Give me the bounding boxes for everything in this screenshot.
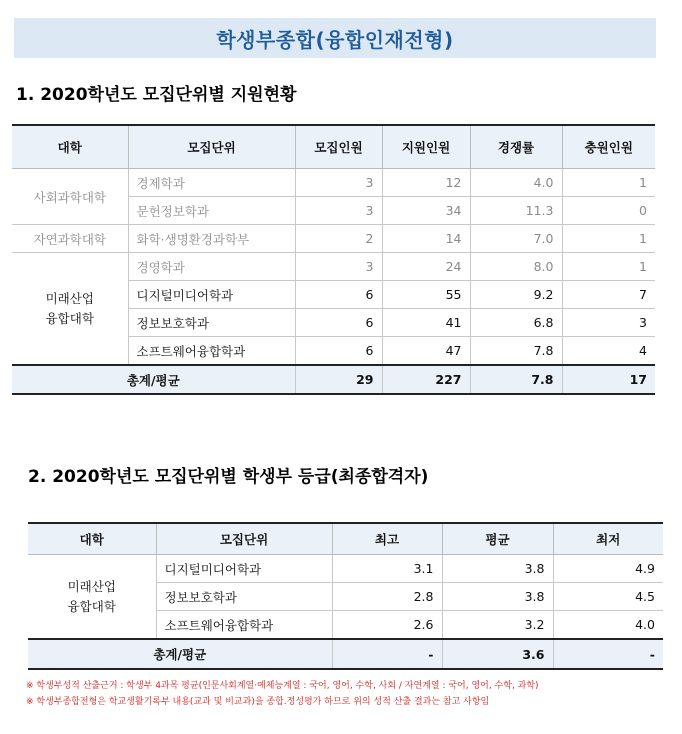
total-extra: 17 [562, 365, 655, 394]
quota-cell: 6 [295, 309, 382, 337]
extra-cell: 1 [562, 169, 655, 197]
applicants-cell: 24 [382, 253, 470, 281]
quota-cell: 6 [295, 337, 382, 366]
applicants-cell: 12 [382, 169, 470, 197]
ratio-cell: 7.8 [470, 337, 562, 366]
college-cell: 미래산업 융합대학 [28, 555, 156, 640]
unit-cell: 문헌정보학과 [128, 197, 295, 225]
college-cell: 미래산업 융합대학 [12, 253, 128, 366]
extra-cell: 0 [562, 197, 655, 225]
total-label: 총계/평균 [28, 639, 332, 669]
avg-cell: 3.8 [442, 555, 553, 583]
applicants-cell: 34 [382, 197, 470, 225]
extra-cell: 3 [562, 309, 655, 337]
table-row [12, 169, 655, 197]
total-applicants: 227 [382, 365, 470, 394]
header-min: 최저 [553, 523, 663, 555]
section1-heading: 1. 2020학년도 모집단위별 지원현황 [16, 85, 297, 105]
total-ratio: 7.8 [470, 365, 562, 394]
title-banner [14, 18, 656, 58]
total-min: - [553, 639, 663, 669]
total-row [28, 639, 663, 669]
header-extra: 충원인원 [562, 125, 655, 169]
applicant-status-table [12, 124, 655, 395]
header-college: 대학 [28, 523, 156, 555]
quota-cell: 3 [295, 197, 382, 225]
quota-cell: 2 [295, 225, 382, 253]
max-cell: 2.8 [332, 583, 442, 611]
quota-cell: 3 [295, 169, 382, 197]
table-row [12, 225, 655, 253]
applicants-cell: 14 [382, 225, 470, 253]
ratio-cell: 9.2 [470, 281, 562, 309]
grade-table [28, 522, 663, 670]
avg-cell: 3.2 [442, 611, 553, 640]
min-cell: 4.5 [553, 583, 663, 611]
unit-cell: 정보보호학과 [156, 583, 332, 611]
ratio-cell: 11.3 [470, 197, 562, 225]
ratio-cell: 7.0 [470, 225, 562, 253]
header-ratio: 경쟁률 [470, 125, 562, 169]
unit-cell: 정보보호학과 [128, 309, 295, 337]
page-title: 학생부종합(융합인재전형) [216, 27, 454, 52]
applicants-cell: 55 [382, 281, 470, 309]
header-max: 최고 [332, 523, 442, 555]
unit-cell: 경영학과 [128, 253, 295, 281]
max-cell: 2.6 [332, 611, 442, 640]
college-cell: 사회과학대학 [12, 169, 128, 225]
ratio-cell: 4.0 [470, 169, 562, 197]
min-cell: 4.0 [553, 611, 663, 640]
unit-cell: 디지털미디어학과 [156, 555, 332, 583]
header-avg: 평균 [442, 523, 553, 555]
table-header-row [12, 125, 655, 169]
min-cell: 4.9 [553, 555, 663, 583]
total-label: 총계/평균 [12, 365, 295, 394]
quota-cell: 3 [295, 253, 382, 281]
college-cell: 자연과학대학 [12, 225, 128, 253]
applicants-cell: 47 [382, 337, 470, 366]
total-quota: 29 [295, 365, 382, 394]
table-row [28, 555, 663, 583]
table-header-row [28, 523, 663, 555]
header-applicants: 지원인원 [382, 125, 470, 169]
total-max: - [332, 639, 442, 669]
header-college: 대학 [12, 125, 128, 169]
note-reference: ※ 학생부종합전형은 학교생활기록부 내용(교과 및 비교과)을 종합.정성평가 하므로 위의 성적 산출 결과는 참고 사항임 [26, 697, 490, 707]
unit-cell: 화학·생명환경과학부 [128, 225, 295, 253]
unit-cell: 소프트웨어융합학과 [128, 337, 295, 366]
quota-cell: 6 [295, 281, 382, 309]
extra-cell: 1 [562, 253, 655, 281]
avg-cell: 3.8 [442, 583, 553, 611]
total-avg: 3.6 [442, 639, 553, 669]
unit-cell: 경제학과 [128, 169, 295, 197]
header-unit: 모집단위 [128, 125, 295, 169]
total-row [12, 365, 655, 394]
section2-heading: 2. 2020학년도 모집단위별 학생부 등급(최종합격자) [28, 467, 429, 487]
ratio-cell: 8.0 [470, 253, 562, 281]
applicants-cell: 41 [382, 309, 470, 337]
max-cell: 3.1 [332, 555, 442, 583]
ratio-cell: 6.8 [470, 309, 562, 337]
note-grade-basis: ※ 학생부성적 산출근거 : 학생부 4과목 평균(인문사회계열·예체능계열 : 국어, 영어, 수학, 사회 / 자연계열 : 국어, 영어, 수학, 과학) [26, 681, 539, 691]
extra-cell: 7 [562, 281, 655, 309]
extra-cell: 4 [562, 337, 655, 366]
extra-cell: 1 [562, 225, 655, 253]
table-row [12, 253, 655, 281]
unit-cell: 소프트웨어융합학과 [156, 611, 332, 640]
unit-cell: 디지털미디어학과 [128, 281, 295, 309]
header-unit: 모집단위 [156, 523, 332, 555]
header-quota: 모집인원 [295, 125, 382, 169]
